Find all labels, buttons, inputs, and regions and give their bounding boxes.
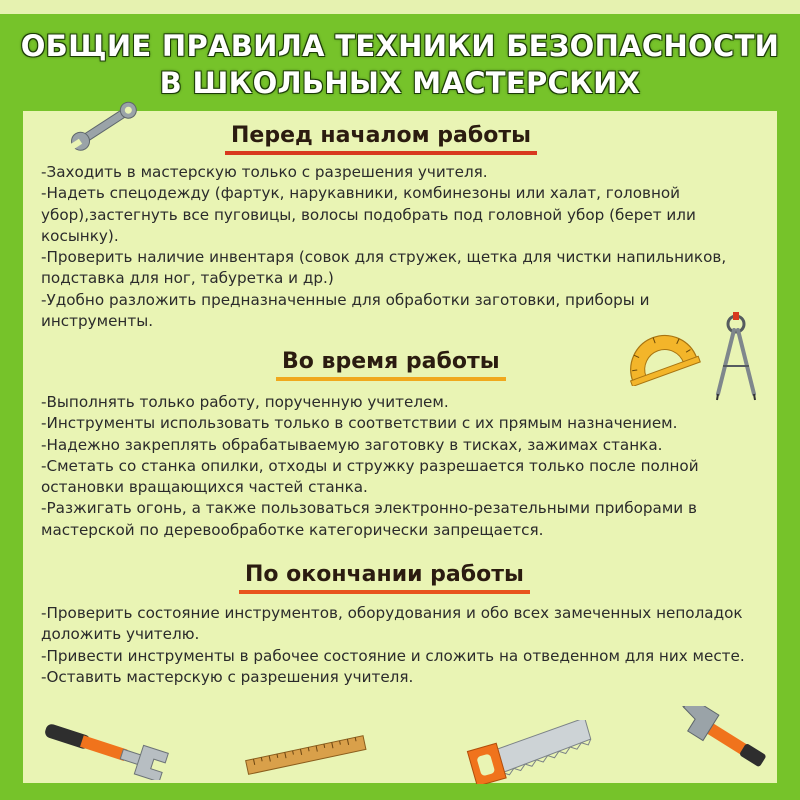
saw-icon: [464, 720, 598, 784]
section-heading-text: По окончании работы: [245, 562, 524, 587]
rule-item: -Удобно разложить предназначенные для обработки заготовки, приборы и инструменты.: [41, 290, 650, 331]
title-line-2: В ШКОЛЬНЫХ МАСТЕРСКИХ: [159, 66, 641, 100]
rule-item: -Надеть спецодежду (фартук, нарукавники, комбинезоны или халат, головной убор),застегнуть все пуговицы, волосы подобрать под головной убор (берет или косынку).: [41, 184, 696, 245]
rule-item: -Привести инструменты в рабочее состояние и сложить на отведенном для них месте.: [41, 646, 745, 665]
rule-item: -Инструменты использовать только в соответствии с их прямым назначением.: [41, 414, 678, 433]
heading-underline: [239, 590, 530, 594]
hammer-icon: [654, 706, 770, 784]
protractor-icon: [622, 322, 702, 386]
rule-item: -Проверить наличие инвентаря (совок для стружек, щетка для чистки напильников, подставка для ног, табуретка и др.): [41, 248, 727, 288]
rule-item: -Сметать со станка опилки, отходы и стружку разрешается только после полной остановки вращающихся частей станка.: [41, 456, 699, 497]
section-heading-during-work: [282, 349, 500, 375]
top-stripe: [0, 0, 800, 14]
ruler-icon: [244, 734, 368, 778]
rules-list-after-work: [41, 603, 761, 688]
rules-list-during-work: [41, 392, 761, 541]
rules-list-before-work: [41, 162, 761, 332]
heading-underline: [276, 377, 506, 381]
rule-item: -Оставить мастерскую с разрешения учителя.: [41, 667, 414, 686]
heading-underline: [225, 151, 537, 155]
rule-item: -Разжигать огонь, а также пользоваться электронно-резательными приборами в мастерской по деревообработке категорически запрещается.: [41, 499, 697, 539]
rule-item: -Надежно закреплять обрабатываемую заготовку в тисках, зажимах станка.: [41, 435, 663, 454]
section-heading-text: Во время работы: [282, 349, 500, 374]
title-line-1: ОБЩИЕ ПРАВИЛА ТЕХНИКИ БЕЗОПАСНОСТИ: [20, 29, 780, 63]
rule-item: -Проверить состояние инструментов, оборудования и обо всех замеченных неполадок доложить учителю.: [41, 604, 743, 644]
adjustable-wrench-icon: [36, 722, 176, 780]
section-heading-after-work: [245, 562, 524, 588]
page-title: [0, 28, 800, 102]
rule-item: -Выполнять только работу, порученную учителем.: [41, 393, 449, 411]
section-heading-text: Перед началом работы: [231, 123, 532, 148]
section-heading-before-work: [231, 123, 531, 149]
drafting-compass-icon: [708, 310, 764, 402]
wrench-icon: [62, 96, 146, 156]
rule-item: -Заходить в мастерскую только с разрешения учителя.: [41, 163, 488, 181]
